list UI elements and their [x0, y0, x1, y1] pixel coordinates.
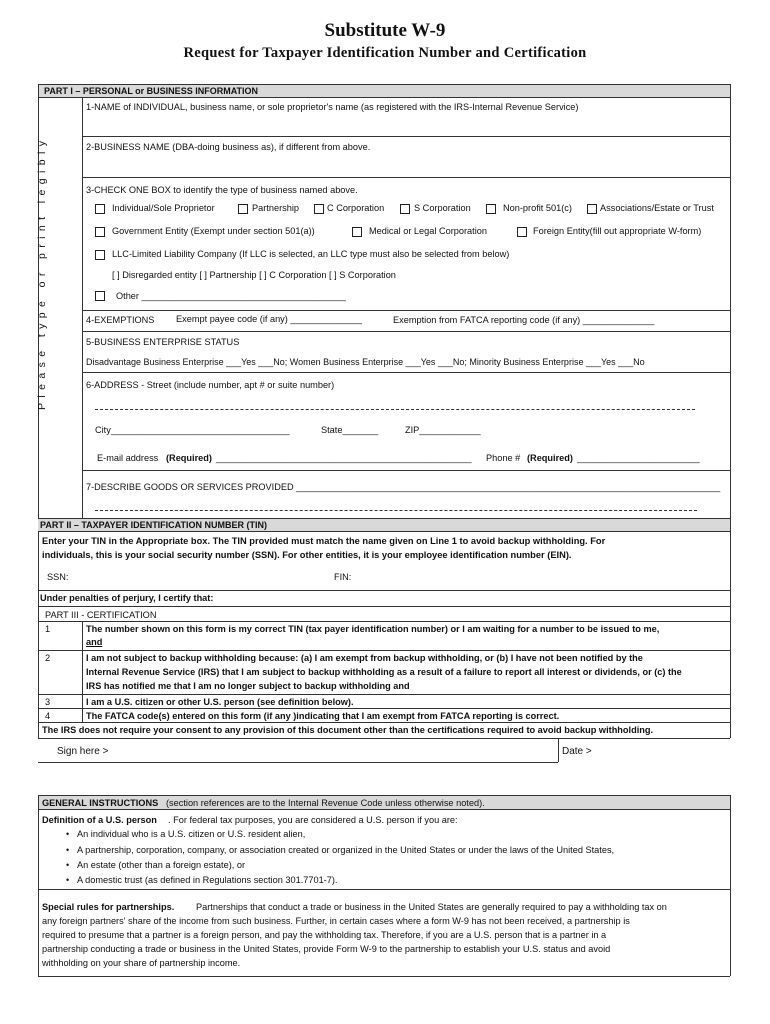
checkbox-llc[interactable]: [95, 250, 105, 260]
ssn-label[interactable]: SSN:: [47, 572, 69, 582]
line2-label: 2-BUSINESS NAME (DBA-doing business as), if different from above.: [86, 142, 371, 152]
date-field[interactable]: Date >: [562, 746, 592, 757]
opt-s-corporation: S Corporation: [414, 203, 471, 213]
phone-label: Phone #: [486, 453, 521, 463]
checkbox-government[interactable]: [95, 227, 105, 237]
part2-heading: PART II – TAXPAYER IDENTIFICATION NUMBER (TIN): [40, 520, 268, 530]
part1-heading: PART I – PERSONAL or BUSINESS INFORMATION: [44, 86, 259, 96]
goods-services-field[interactable]: [95, 510, 697, 511]
cert-2-text-2: Internal Revenue Service (IRS) that I am subject to backup withholding as a result of a failure to report all interest or dividends, or (c) the: [86, 667, 682, 677]
bullet-2: A partnership, corporation, company, or association created or organized in the United States or under the laws of the United States,: [77, 845, 615, 855]
opt-llc: LLC-Limited Liability Company (If LLC is selected, an LLC type must also be selected from below): [112, 249, 510, 259]
opt-associations: Associations/Estate or Trust: [600, 203, 714, 213]
email-label: E-mail address: [97, 453, 159, 463]
llc-types[interactable]: [ ] Disregarded entity [ ] Partnership [ ] C Corporation [ ] S Corporation: [112, 270, 396, 280]
cert-3-num: 3: [45, 697, 51, 707]
bullet-icon: •: [66, 845, 70, 855]
opt-medical-legal: Medical or Legal Corporation: [369, 226, 487, 236]
opt-government: Government Entity (Exempt under section 501(a)): [112, 226, 315, 236]
checkbox-foreign-entity[interactable]: [517, 227, 527, 237]
checkbox-other[interactable]: [95, 291, 105, 301]
cert-2-num: 2: [45, 653, 51, 663]
instructions-heading-note: (section references are to the Internal Revenue Code unless otherwise noted).: [166, 798, 485, 808]
opt-nonprofit: Non-profit 501(c): [503, 203, 572, 213]
cert-2-text-3: IRS has notified me that I am no longer subject to backup withholding and: [86, 681, 410, 691]
special-rules-label: Special rules for partnerships.: [42, 902, 175, 912]
special-rules-line-3: required to presume that a partner is a foreign person, and pay the withholding tax. Therefore, if you are a U.S. person that is a partner in a: [42, 930, 607, 940]
bullet-icon: •: [66, 829, 70, 839]
definition-text: . For federal tax purposes, you are considered a U.S. person if you are:: [168, 815, 458, 825]
street-field[interactable]: [95, 409, 695, 410]
part2-text-1: Enter your TIN in the Appropriate box. The TIN provided must match the name given on Line 1 to avoid backup withholding. For: [42, 536, 606, 546]
part2-text-2: individuals, this is your social security number (SSN). For other entities, it is your employee identification number (EIN).: [42, 550, 572, 560]
opt-partnership: Partnership: [252, 203, 299, 213]
opt-other[interactable]: Other ________________________________________: [116, 291, 346, 301]
checkbox-partnership[interactable]: [238, 204, 248, 214]
fatca-exemption-code[interactable]: Exemption from FATCA reporting code (if any) ______________: [393, 315, 655, 325]
enterprise-status[interactable]: Disadvantage Business Enterprise ___Yes ___No; Women Business Enterprise ___Yes ___No; Minority Business Enterprise ___Yes ___No: [86, 357, 645, 367]
form-subtitle: Request for Taxpayer Identification Number and Certification: [183, 45, 587, 61]
form-title: Substitute W-9: [324, 20, 446, 41]
zip-field[interactable]: ZIP____________: [405, 425, 481, 435]
bullet-4: A domestic trust (as defined in Regulations section 301.7701-7).: [77, 875, 338, 885]
line3-label: 3-CHECK ONE BOX to identify the type of business named above.: [86, 185, 358, 195]
bullet-1: An individual who is a U.S. citizen or U.S. resident alien,: [77, 829, 306, 839]
checkbox-individual[interactable]: [95, 204, 105, 214]
cert-2-text-1: I am not subject to backup withholding because: (a) I am exempt from backup withholding, or (b) I have not been notified by the: [86, 653, 643, 663]
email-field[interactable]: __________________________________________________: [216, 453, 472, 463]
line7-label[interactable]: 7-DESCRIBE GOODS OR SERVICES PROVIDED ___________________________________________________________________________________: [86, 482, 721, 492]
state-field[interactable]: State_______: [321, 425, 379, 435]
part3-heading: PART III - CERTIFICATION: [45, 610, 157, 620]
bullet-3: An estate (other than a foreign estate), or: [77, 860, 246, 870]
penalties-text: Under penalties of perjury, I certify that:: [40, 593, 214, 603]
special-rules-line-4: partnership conducting a trade or business in the United States, provide Form W-9 to the partnership to establish your U.S. status and avoid: [42, 944, 611, 954]
line6-label: 6-ADDRESS - Street (include number, apt # or suite number): [86, 380, 335, 390]
checkbox-medical-legal[interactable]: [352, 227, 362, 237]
cert-3-text: I am a U.S. citizen or other U.S. person (see definition below).: [86, 697, 354, 707]
email-required: (Required): [166, 453, 212, 463]
sign-here[interactable]: Sign here >: [57, 746, 109, 757]
line5-label: 5-BUSINESS ENTERPRISE STATUS: [86, 337, 240, 347]
definition-label: Definition of a U.S. person: [42, 815, 157, 825]
cert-1-text: The number shown on this form is my correct TIN (tax payer identification number) or I am waiting for a number to be issued to me,: [86, 624, 660, 634]
city-field[interactable]: City___________________________________: [95, 425, 290, 435]
phone-required: (Required): [527, 453, 573, 463]
special-rules-line-1: Partnerships that conduct a trade or business in the United States are generally required to pay a withholding tax on: [196, 902, 667, 912]
line1-label: 1-NAME of INDIVIDUAL, business name, or sole proprietor's name (as registered with the IRS-Internal Revenue Service): [86, 102, 579, 112]
cert-1-num: 1: [45, 624, 51, 634]
instructions-heading: GENERAL INSTRUCTIONS: [42, 798, 159, 808]
irs-note: The IRS does not require your consent to any provision of this document other than the certifications required to avoid backup withholding.: [42, 725, 654, 735]
cert-1-and: and: [86, 637, 103, 647]
line4-label: 4-EXEMPTIONS: [86, 315, 155, 325]
checkbox-s-corporation[interactable]: [400, 204, 410, 214]
checkbox-nonprofit[interactable]: [486, 204, 496, 214]
print-legibly-note: Please type or print legibly: [36, 135, 48, 410]
cert-4-num: 4: [45, 711, 51, 721]
exempt-payee-code[interactable]: Exempt payee code (if any) ______________: [176, 314, 362, 324]
opt-individual: Individual/Sole Proprietor: [112, 203, 215, 213]
bullet-icon: •: [66, 860, 70, 870]
bullet-icon: •: [66, 875, 70, 885]
checkbox-associations[interactable]: [587, 204, 597, 214]
opt-c-corporation: C Corporation: [327, 203, 385, 213]
special-rules-line-5: withholding on your share of partnership income.: [42, 958, 241, 968]
special-rules-line-2: any foreign partners' share of the income from such business. Further, in certain cases where a form W-9 has not been received, a partnership is: [42, 916, 630, 926]
checkbox-c-corporation[interactable]: [314, 204, 324, 214]
phone-field[interactable]: ________________________: [577, 453, 700, 463]
cert-4-text: The FATCA code(s) entered on this form (if any )indicating that I am exempt from FATCA reporting is correct.: [86, 711, 560, 721]
opt-foreign-entity: Foreign Entity(fill out appropriate W-form): [533, 226, 702, 236]
fin-label[interactable]: FIN:: [334, 572, 352, 582]
